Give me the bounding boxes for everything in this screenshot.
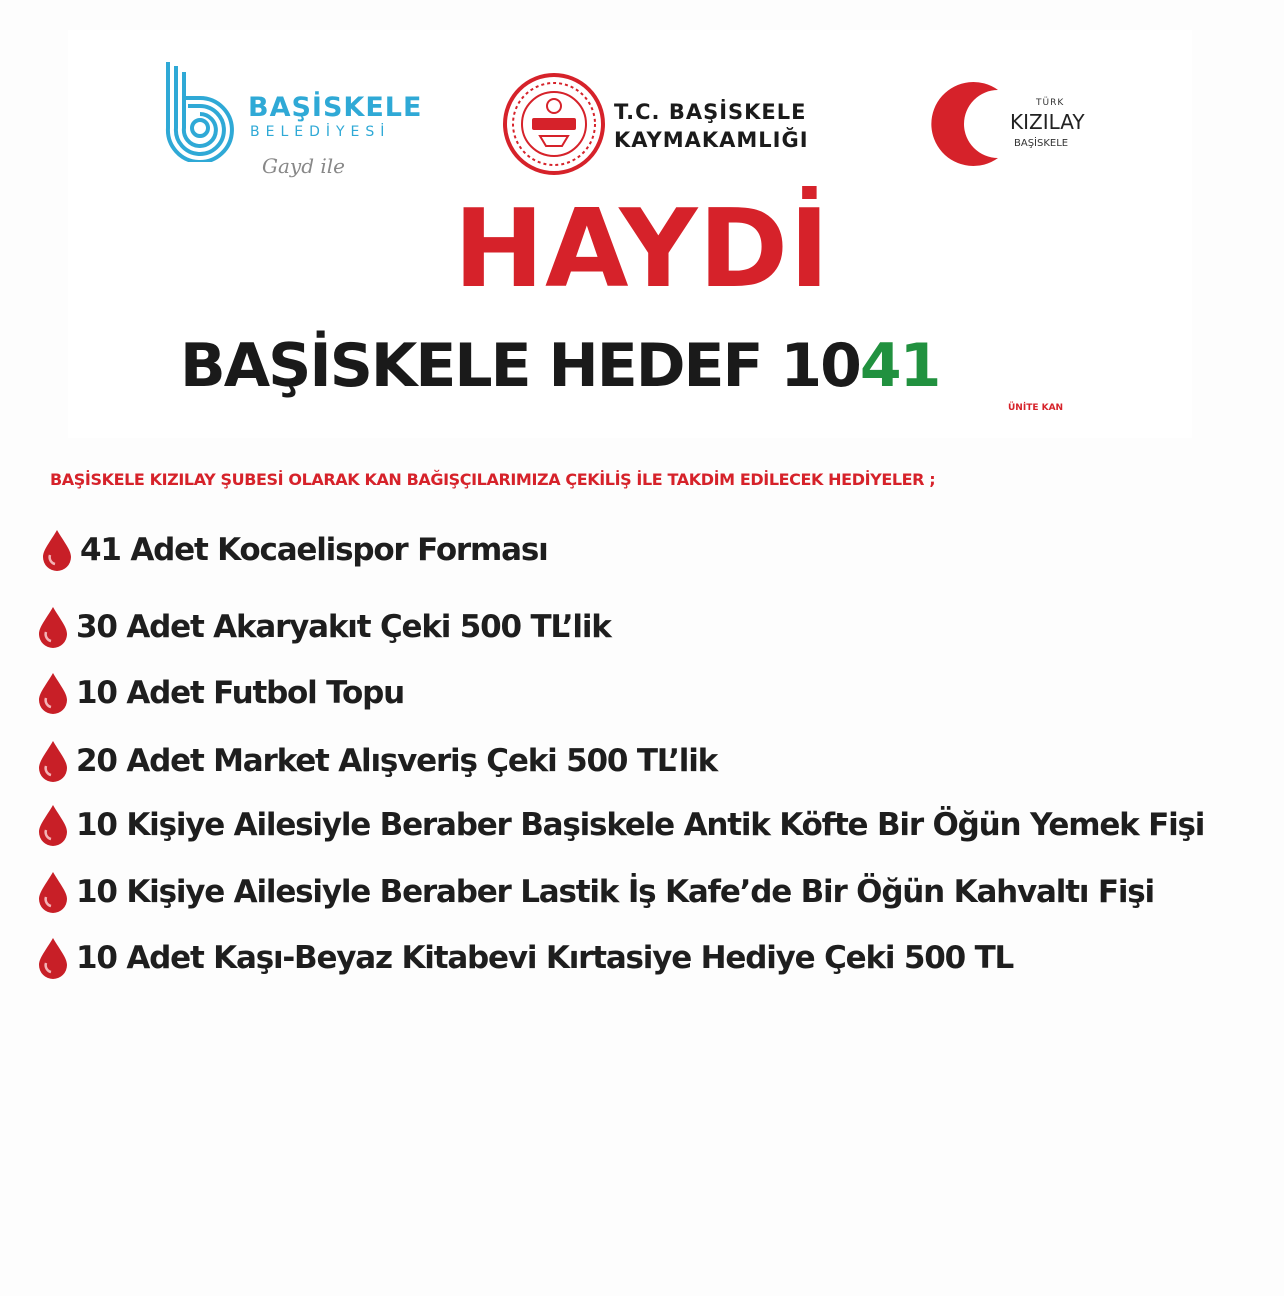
prize-text: 10 Adet Kaşı-Beyaz Kitabevi Kırtasiye Hediye Çeki 500 TL <box>76 940 1014 976</box>
prize-text: 41 Adet Kocaelispor Forması <box>80 532 548 568</box>
kizilay-line1: TÜRK <box>1036 98 1065 108</box>
belediye-subtitle: BELEDİYESİ <box>250 124 391 140</box>
kizilay-line2: KIZILAY <box>1010 110 1085 134</box>
intro-text: BAŞİSKELE KIZILAY ŞUBESİ OLARAK KAN BAĞIŞÇILARIMIZA ÇEKİLİŞ İLE TAKDİM EDİLECEK HEDİYELER ; <box>50 470 936 489</box>
kizilay-logo <box>918 78 1108 174</box>
kaymakamlik-seal-icon <box>502 72 606 176</box>
blood-drop-icon <box>36 870 70 914</box>
prize-text: 20 Adet Market Alışveriş Çeki 500 TL’lik <box>76 743 718 779</box>
blood-drop-icon <box>36 671 70 715</box>
prize-item <box>36 935 1013 981</box>
prize-text: 30 Adet Akaryakıt Çeki 500 TL’lik <box>76 609 611 645</box>
blood-drop-icon <box>36 605 70 649</box>
prize-item <box>36 869 1154 915</box>
blood-drop-icon <box>40 528 74 572</box>
belediye-b-icon <box>158 58 240 162</box>
red-crescent-icon <box>918 78 1008 170</box>
unite-kan-tagline: ÜNİTE KAN <box>1008 403 1064 413</box>
prize-item <box>36 604 611 650</box>
prize-item <box>40 527 548 573</box>
belediye-signature: Gayd ile <box>262 154 345 178</box>
kizilay-line3: BAŞİSKELE <box>1014 138 1069 149</box>
blood-drop-icon <box>36 936 70 980</box>
prize-text: 10 Kişiye Ailesiyle Beraber Lastik İş Kafe’de Bir Öğün Kahvaltı Fişi <box>76 874 1154 910</box>
kaymakamlik-line1: T.C. BAŞİSKELE <box>614 100 807 124</box>
target-prefix: 10 <box>780 331 860 401</box>
blood-drop-icon <box>36 803 70 847</box>
prize-item <box>36 670 404 716</box>
belediye-name: BAŞİSKELE <box>248 92 423 123</box>
prize-text: 10 Adet Futbol Topu <box>76 675 404 711</box>
prize-item <box>36 802 1204 848</box>
target-suffix: 41 <box>859 331 940 401</box>
kaymakamlik-line2: KAYMAKAMLIĞI <box>614 128 809 152</box>
kaymakamlik-logo <box>502 72 822 182</box>
prize-text: 10 Kişiye Ailesiyle Beraber Başiskele Antik Köfte Bir Öğün Yemek Fişi <box>76 807 1205 843</box>
headline: HAYDİ <box>453 187 831 312</box>
subheadline <box>180 331 940 401</box>
prize-item <box>36 738 717 784</box>
belediye-logo <box>158 58 423 193</box>
blood-drop-icon <box>36 739 70 783</box>
subheadline-text: BAŞİSKELE HEDEF <box>180 331 781 401</box>
